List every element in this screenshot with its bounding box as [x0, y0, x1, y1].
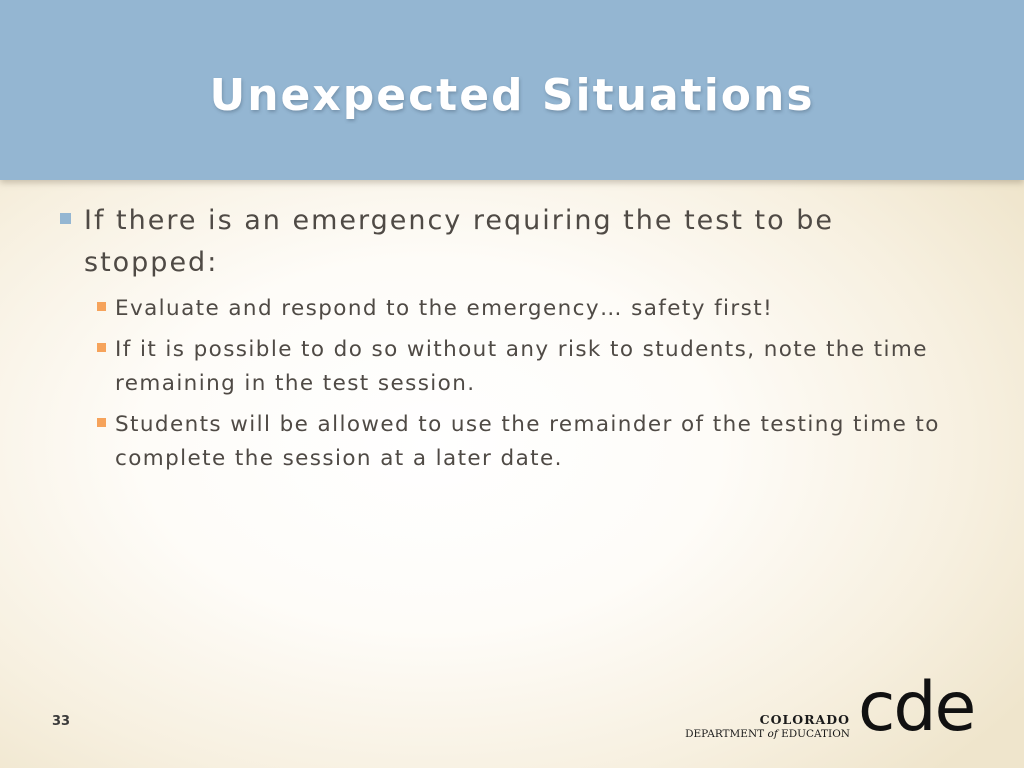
sub-bullet-text: Evaluate and respond to the emergency… safety first!	[115, 296, 774, 321]
square-bullet-icon	[97, 343, 106, 352]
bullet-level2	[97, 333, 970, 401]
cde-mark: cde	[858, 668, 975, 747]
sub-bullet-text: If it is possible to do so without any risk to students, note the time remaining in the test session.	[115, 337, 928, 396]
logo-of-text: of	[767, 728, 778, 740]
page-number: 33	[52, 714, 71, 729]
slide-content	[60, 200, 970, 483]
logo-line-department	[685, 728, 850, 740]
bullet-level2	[97, 408, 970, 476]
bullet-text: If there is an emergency requiring the test to be stopped:	[84, 205, 834, 278]
logo-education-text: EDUCATION	[781, 728, 850, 740]
title-bar	[0, 0, 1024, 180]
slide-title: Unexpected Situations	[209, 70, 815, 121]
square-bullet-icon	[60, 213, 71, 224]
bullet-level1	[60, 200, 970, 284]
sub-bullet-list	[60, 292, 970, 476]
square-bullet-icon	[97, 302, 106, 311]
logo-line-colorado: COLORADO	[759, 712, 850, 727]
square-bullet-icon	[97, 418, 106, 427]
cde-logo	[685, 668, 990, 748]
bullet-level2	[97, 292, 970, 326]
sub-bullet-text: Students will be allowed to use the remainder of the testing time to complete the session at a later date.	[115, 412, 940, 471]
logo-department-text: DEPARTMENT	[685, 728, 765, 740]
